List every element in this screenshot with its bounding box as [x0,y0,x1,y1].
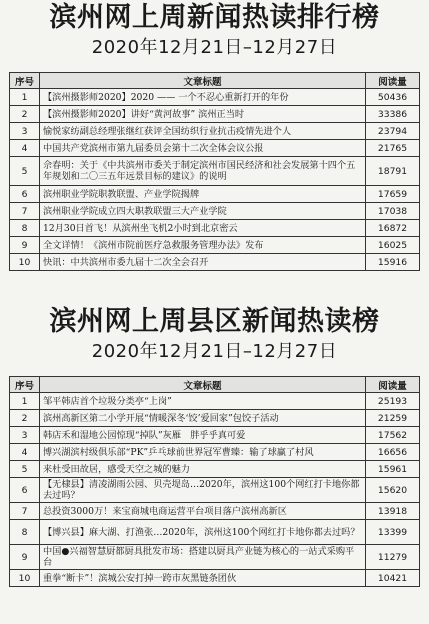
table-row [10,140,420,157]
read-count: 33386 [366,106,420,123]
table-row [10,427,420,444]
article-title: 滨州职业学院职教联盟、产业学院揭牌 [40,186,366,203]
row-number: 6 [10,478,40,503]
table-row [10,444,420,461]
article-title: 愉悦家纺副总经理张继红获评全国纺织行业抗击疫情先进个人 [40,123,366,140]
read-count: 11279 [366,545,420,570]
row-number: 5 [10,461,40,478]
header-title: 文章标题 [40,73,366,89]
table-header-row [10,73,420,89]
article-title: 邹平韩店首个垃圾分类亭“上岗” [40,393,366,410]
header-reads: 阅读量 [366,377,420,393]
table-row [10,220,420,237]
read-count: 18791 [366,157,420,186]
row-number: 9 [10,237,40,254]
date-range: 2020年12月21日–12月27日 [91,341,338,362]
date-range: 2020年12月21日–12月27日 [91,37,338,58]
table-row [10,545,420,570]
row-number: 2 [10,106,40,123]
ranking-table [9,72,420,271]
table-header-row [10,377,420,393]
read-count: 21765 [366,140,420,157]
article-title: 重拳“断卡”！滨城公安打掉一跨市灰黑链条团伙 [40,570,366,587]
read-count: 21259 [366,410,420,427]
article-title: 来杜受田故居，感受天空之城的魅力 [40,461,366,478]
article-title: 总投资3000万！来宝商城电商运营平台项目落户滨州高新区 [40,503,366,520]
county-news-ranking [0,304,429,584]
read-count: 16872 [366,220,420,237]
table-row [10,89,420,106]
table-row [10,106,420,123]
article-title: 佘春明：关于《中共滨州市委关于制定滨州市国民经济和社会发展第十四个五年规划和二〇三五年远景目标的建议》的说明 [40,157,366,186]
read-count: 15916 [366,254,420,271]
read-count: 50436 [366,89,420,106]
table-row [10,254,420,271]
table-row [10,393,420,410]
read-count: 16656 [366,444,420,461]
row-number: 1 [10,393,40,410]
table-row [10,203,420,220]
read-count: 16025 [366,237,420,254]
table-row [10,410,420,427]
read-count: 23794 [366,123,420,140]
row-number: 10 [10,570,40,587]
article-title: 【无棣县】清凌湖雨公园、贝壳堤岛…2020年，滨州这100个网红打卡地你都去过吗？ [40,478,366,503]
row-number: 3 [10,427,40,444]
read-count: 10421 [366,570,420,587]
table-row [10,503,420,520]
table-row [10,123,420,140]
article-title: 【滨州摄影师2020】讲好“黄河故事” 滨州正当时 [40,106,366,123]
header-title: 文章标题 [40,377,366,393]
read-count: 15620 [366,478,420,503]
header-no: 序号 [10,377,40,393]
read-count: 17038 [366,203,420,220]
row-number: 10 [10,254,40,271]
section-title: 滨州网上周县区新闻热读榜 [49,306,380,337]
read-count: 15961 [366,461,420,478]
ranking-table [9,376,420,587]
article-title: 12月30日首飞！从滨州坐飞机2小时到北京密云 [40,220,366,237]
row-number: 3 [10,123,40,140]
article-title: 中国共产党滨州市第九届委员会第十二次全体会议公报 [40,140,366,157]
row-number: 5 [10,157,40,186]
row-number: 8 [10,220,40,237]
article-title: 中国●兴福智慧厨都厨具批发市场：搭建以厨具产业链为核心的一站式采购平台 [40,545,366,570]
read-count: 17562 [366,427,420,444]
table-row [10,520,420,545]
row-number: 7 [10,503,40,520]
article-title: 【博兴县】麻大湖、打渔张…2020年，滨州这100个网红打卡地你都去过吗？ [40,520,366,545]
row-number: 6 [10,186,40,203]
read-count: 13918 [366,503,420,520]
table-row [10,157,420,186]
table-row [10,570,420,587]
article-title: 滨州职业学院成立四大职教联盟三大产业学院 [40,203,366,220]
table-row [10,186,420,203]
row-number: 9 [10,545,40,570]
read-count: 17659 [366,186,420,203]
article-title: 博兴湖滨村级俱乐部“PK”乒乓球前世界冠军曹臻：输了球赢了村风 [40,444,366,461]
weekly-news-ranking [0,0,429,268]
header-reads: 阅读量 [366,73,420,89]
section-title: 滨州网上周新闻热读排行榜 [49,2,380,33]
read-count: 13399 [366,520,420,545]
table-row [10,461,420,478]
row-number: 4 [10,444,40,461]
row-number: 7 [10,203,40,220]
article-title: 滨州高新区第二小学开展“情暖深冬‘饺’爱回家”包饺子活动 [40,410,366,427]
table-row [10,237,420,254]
article-title: 韩店禾和湿地公园惊现“掉队”灰雁 胖乎乎真可爱 [40,427,366,444]
row-number: 2 [10,410,40,427]
row-number: 1 [10,89,40,106]
article-title: 快讯：中共滨州市委九届十二次全会召开 [40,254,366,271]
article-title: 全文详情！《滨州市院前医疗急救服务管理办法》发布 [40,237,366,254]
row-number: 8 [10,520,40,545]
read-count: 25193 [366,393,420,410]
row-number: 4 [10,140,40,157]
article-title: 【滨州摄影师2020】2020 —— 一个不忍心重新打开的年份 [40,89,366,106]
header-no: 序号 [10,73,40,89]
table-row [10,478,420,503]
